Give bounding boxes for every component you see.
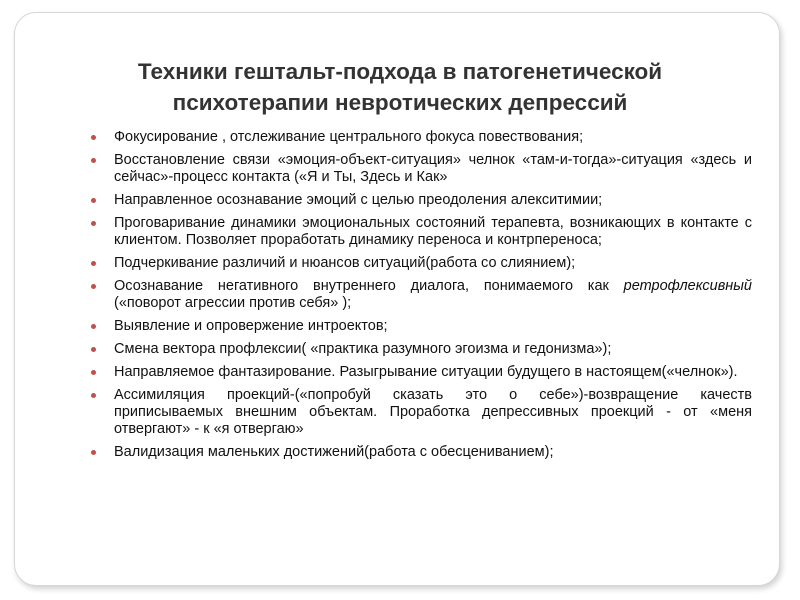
list-item-text: Восстановление связи «эмоция-объект-ситуация» челнок «там-и-тогда»-ситуация «здесь и сейчас»-процесс контакта («Я и Ты, Здесь и Как» — [114, 152, 752, 185]
bullet-dot-icon — [91, 370, 96, 375]
list-item — [91, 387, 752, 438]
list-item — [91, 318, 752, 335]
list-item — [91, 255, 752, 272]
list-item — [91, 129, 752, 146]
list-item-text: Выявление и опровержение интроектов; — [114, 318, 388, 334]
bullet-dot-icon — [91, 135, 96, 140]
list-item-text-italic: ретрофлексивный — [623, 278, 752, 294]
list-item — [91, 215, 752, 249]
list-item-text: Направленное осознавание эмоций с целью преодоления алекситимии; — [114, 192, 603, 208]
list-item — [91, 192, 752, 209]
title-line-2: психотерапии невротических депрессий — [172, 90, 628, 115]
bullet-dot-icon — [91, 284, 96, 289]
list-item — [91, 444, 752, 461]
list-item — [91, 341, 752, 358]
bullet-dot-icon — [91, 261, 96, 266]
list-item-text-after: («поворот агрессии против себя» ); — [114, 295, 352, 311]
title-line-1: Техники гештальт-подхода в патогенетической — [137, 59, 663, 84]
list-item-text: Валидизация маленьких достижений(работа с обесцениванием); — [114, 444, 554, 460]
list-item-text-before: Осознавание негативного внутреннего диалога, понимаемого как — [114, 278, 624, 294]
bullet-list — [91, 129, 752, 467]
bullet-dot-icon — [91, 198, 96, 203]
bullet-dot-icon — [91, 393, 96, 398]
bullet-dot-icon — [91, 347, 96, 352]
bullet-dot-icon — [91, 324, 96, 329]
list-item-text: Направляемое фантазирование. Разыгрывание ситуации будущего в настоящем(«челнок»). — [114, 364, 738, 380]
bullet-dot-icon — [91, 158, 96, 163]
list-item — [91, 364, 752, 381]
list-item-text: Смена вектора профлексии( «практика разумного эгоизма и гедонизма»); — [114, 341, 612, 357]
list-item-text: Подчеркивание различий и нюансов ситуаций(работа со слиянием); — [114, 255, 576, 271]
bullet-dot-icon — [91, 450, 96, 455]
list-item-text: Ассимиляция проекций-(«попробуй сказать это о себе»)-возвращение качеств приписываемых внешним объектам. Проработка депрессивных проекций - от «меня отвергают» - к «я отвергаю» — [114, 387, 752, 437]
slide-title — [40, 56, 760, 118]
list-item — [91, 278, 752, 312]
list-item — [91, 152, 752, 186]
bullet-dot-icon — [91, 221, 96, 226]
list-item-text: Фокусирование , отслеживание центрального фокуса повествования; — [114, 129, 584, 145]
list-item-text: Проговаривание динамики эмоциональных состояний терапевта, возникающих в контакте с клиентом. Позволяет проработать динамику переноса и контрпереноса; — [114, 215, 752, 248]
